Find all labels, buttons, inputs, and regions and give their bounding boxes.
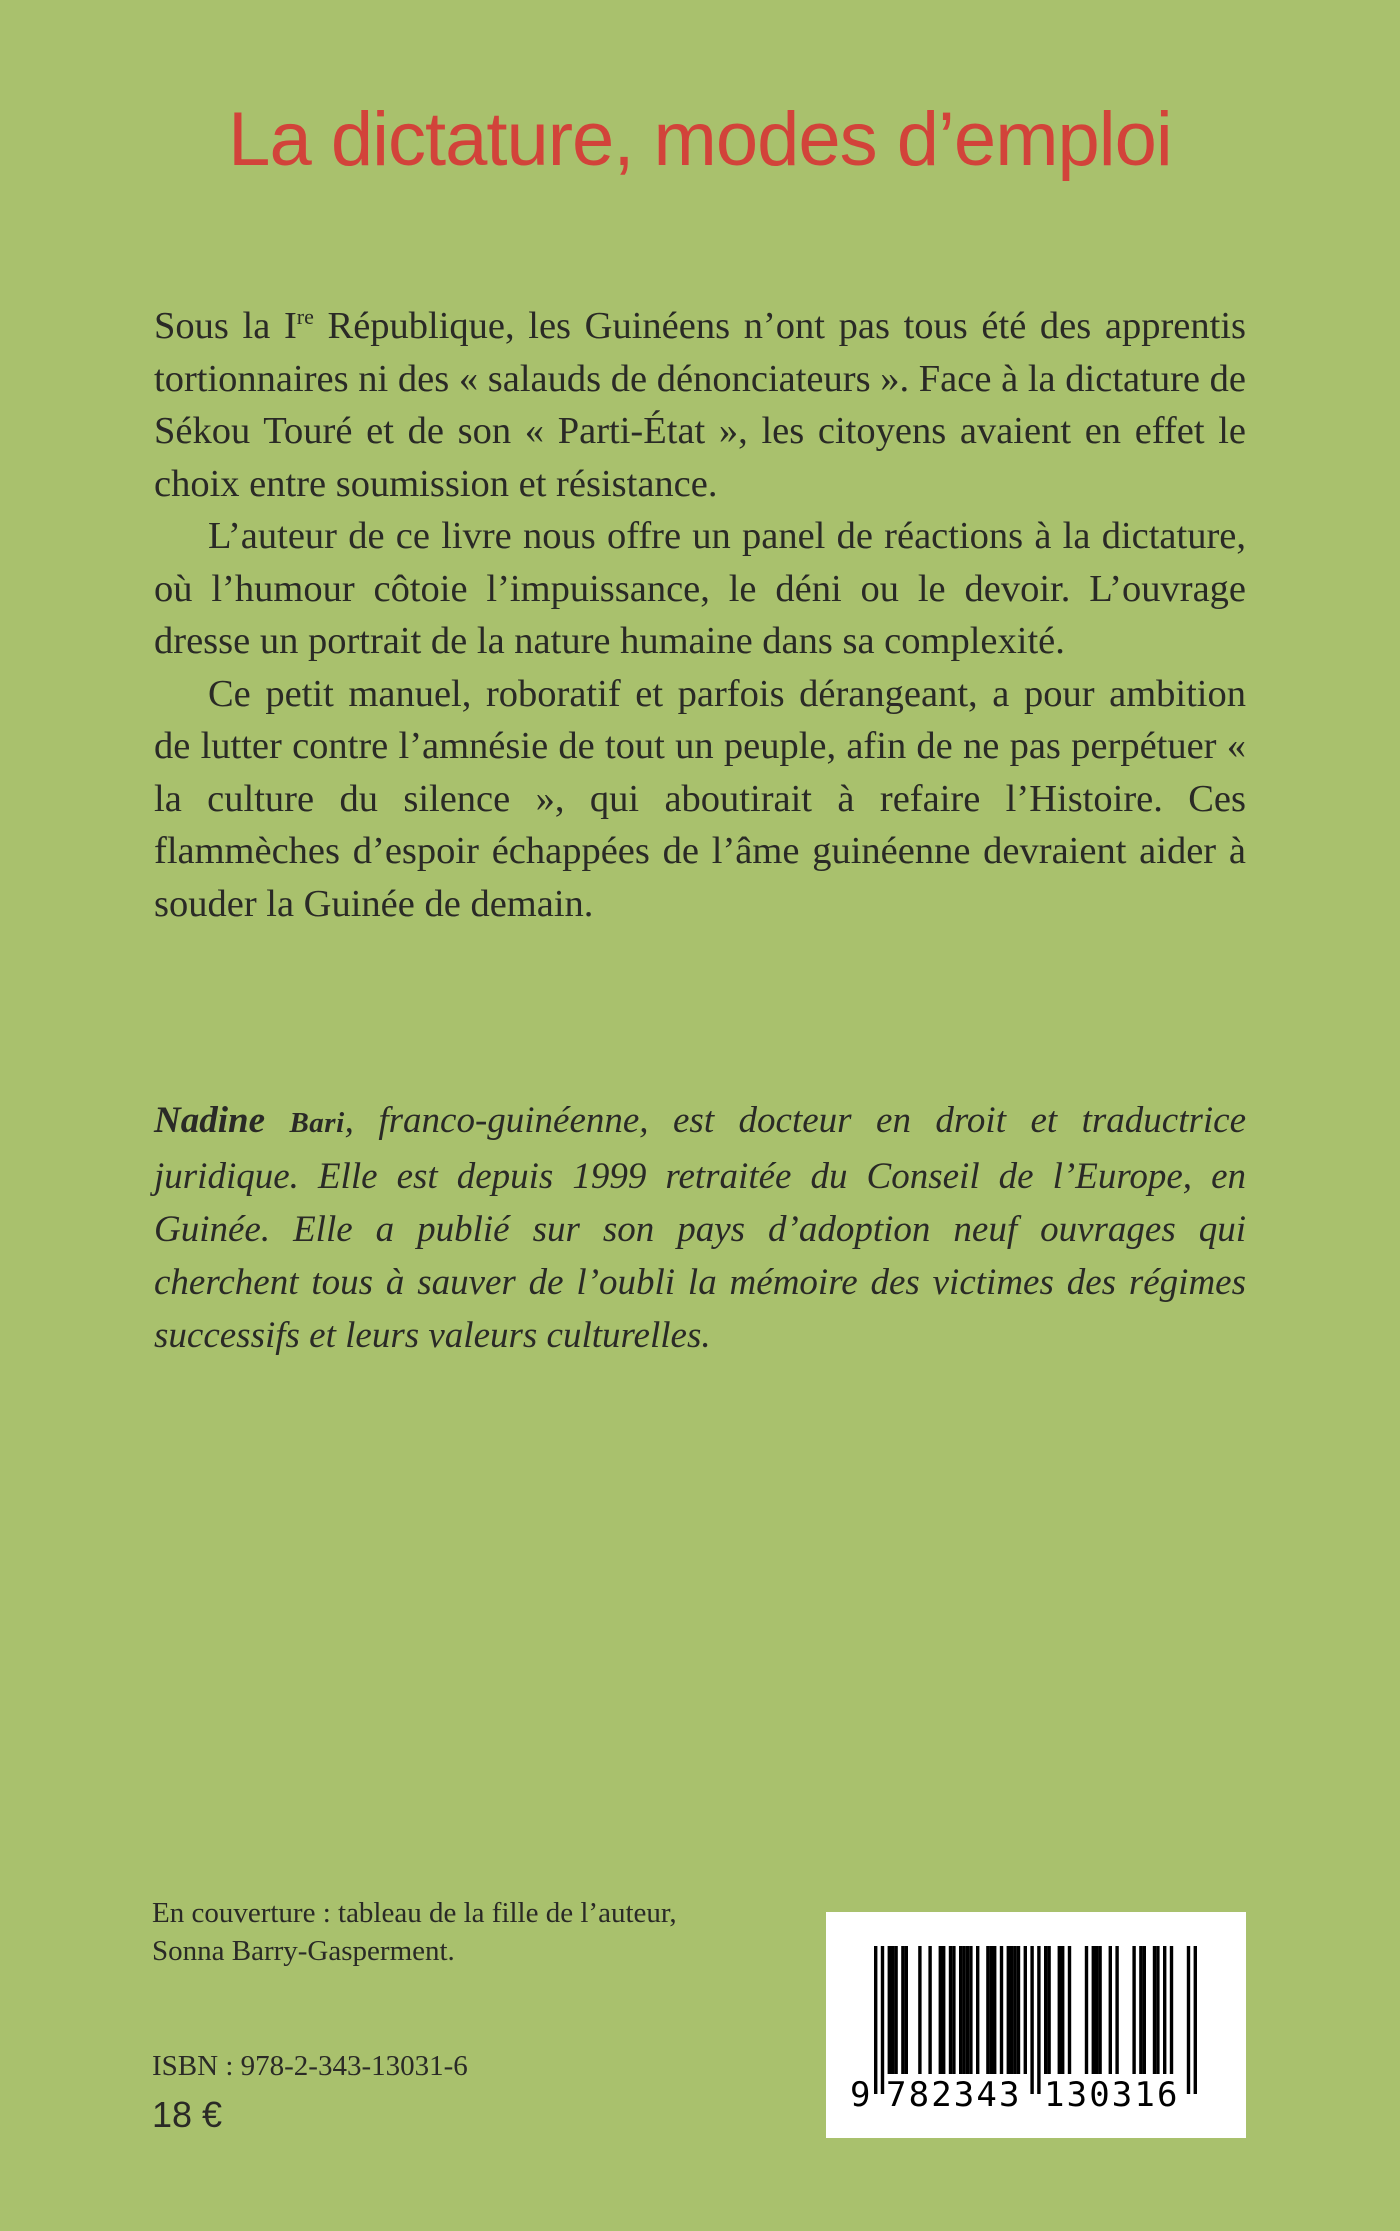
barcode-bar	[959, 1946, 962, 2074]
barcode-bar	[901, 1946, 904, 2074]
p1-superscript: re	[296, 304, 314, 329]
barcode-bar	[1058, 1946, 1061, 2074]
cover-credit	[152, 1894, 792, 1970]
barcode-bar	[993, 1946, 996, 2074]
barcode-bar	[990, 1946, 993, 2074]
description-paragraph-3: Ce petit manuel, roboratif et parfois dérangeant, a pour ambition de lutter contre l’amnésie de tout un peuple, afin de ne pas perpétuer « la culture du silence », qui aboutirait à refaire l’Histoire. Ces flammèches d’espoir échappées de l’âme guinéenne devraient aider à souder la Guinée de demain.	[154, 672, 1246, 925]
barcode-digit: 1	[1134, 2075, 1155, 2115]
barcode-bar	[1000, 1946, 1003, 2074]
barcode-bar	[1143, 1946, 1146, 2074]
author-bio	[154, 1094, 1246, 1362]
barcode-bar	[1085, 1946, 1088, 2074]
barcode-bar	[949, 1946, 952, 2074]
barcode-bar	[1139, 1946, 1142, 2074]
barcode-bar	[894, 1946, 897, 2074]
barcode-bar	[942, 1946, 945, 2074]
barcode-bar	[1068, 1946, 1071, 2074]
barcode-bar	[966, 1946, 969, 2074]
barcode-bar	[1030, 1946, 1033, 2094]
barcode-digit: 1	[1044, 2075, 1065, 2115]
barcode-bar	[1061, 1946, 1064, 2074]
description-paragraph-2: L’auteur de ce livre nous offre un panel de réactions à la dictature, où l’humour côtoie l’impuissance, le déni ou le devoir. L’ouvrage dresse un portrait de la nature humaine dans sa complexité.	[154, 515, 1246, 662]
barcode-bar	[1098, 1946, 1101, 2074]
barcode-bar	[1013, 1946, 1016, 2074]
barcode-bar	[891, 1946, 894, 2074]
price: 18 €	[152, 2094, 223, 2135]
barcode-bar	[888, 1946, 891, 2074]
barcode-digit: 8	[908, 2075, 930, 2115]
barcode-bar	[1044, 1946, 1047, 2074]
cover-credit-line-1: En couverture : tableau de la fille de l’auteur,	[152, 1897, 677, 1929]
description	[154, 300, 1246, 930]
barcode-bar	[1095, 1946, 1098, 2074]
barcode-digit: 2	[931, 2075, 952, 2115]
barcode-bar	[1007, 1946, 1010, 2074]
barcode-bar	[1047, 1946, 1050, 2074]
barcode-bar	[1092, 1946, 1095, 2074]
barcode-digit: 3	[953, 2075, 975, 2115]
barcode-bar	[1010, 1946, 1013, 2074]
barcode	[826, 1912, 1246, 2138]
isbn: ISBN : 978-2-343-13031-6	[152, 2050, 468, 2082]
barcode-bar	[1156, 1946, 1159, 2074]
barcode-bar	[1194, 1946, 1197, 2094]
barcode-bar	[1017, 1946, 1020, 2074]
p1-prefix: Sous la I	[154, 305, 297, 347]
barcode-graphic	[826, 1912, 1246, 2138]
barcode-digit: 3	[999, 2075, 1020, 2115]
barcode-bar	[1187, 1946, 1190, 2094]
barcode-digit: 3	[1111, 2075, 1133, 2115]
barcode-digit: 4	[976, 2075, 997, 2115]
barcode-bar	[1170, 1946, 1173, 2074]
barcode-bar	[986, 1946, 989, 2074]
barcode-bar	[881, 1946, 884, 2094]
barcode-bar	[1132, 1946, 1135, 2074]
author-last-name: Bari	[289, 1107, 345, 1139]
barcode-bar	[1153, 1946, 1156, 2074]
p1-rest: République, les Guinéens n’ont pas tous été des apprentis tortionnaires ni des « salauds de dénonciateurs ». Face à la dictature de Sékou Touré et de son « Parti-État », les citoyens avaient en effet le choix entre soumission et résistance.	[154, 305, 1246, 505]
author-bio-text: , franco-guinéenne, est docteur en droit et traductrice juridique. Elle est depuis 1999 retraitée du Conseil de l’Europe, en Guinée. Elle a publié sur son pays d’adoption neuf ouvrages qui cherchent tous à sauver de l’oubli la mémoire des victimes des régimes successifs et leurs valeurs culturelles.	[154, 1100, 1246, 1356]
barcode-digit: 6	[1157, 2075, 1178, 2115]
barcode-digit: 0	[1089, 2075, 1110, 2115]
barcode-bar	[1109, 1946, 1112, 2074]
barcode-bar	[874, 1946, 877, 2094]
barcode-digit-first: 9	[850, 2075, 871, 2115]
barcode-digit: 3	[1066, 2075, 1088, 2115]
barcode-bar	[928, 1946, 931, 2074]
barcode-bar	[962, 1946, 965, 2074]
book-title: La dictature, modes d’emploi	[228, 97, 1172, 182]
barcode-bar	[1163, 1946, 1166, 2074]
barcode-bar	[952, 1946, 955, 2074]
barcode-bar	[918, 1946, 921, 2074]
author-first-name: Nadine	[154, 1100, 290, 1141]
barcode-bar	[1037, 1946, 1040, 2094]
barcode-digit: 7	[886, 2075, 907, 2115]
barcode-bar	[969, 1946, 972, 2074]
barcode-bar	[939, 1946, 942, 2074]
barcode-bar	[976, 1946, 979, 2074]
barcode-bar	[1024, 1946, 1027, 2074]
cover-credit-line-2: Sonna Barry-Gasperment.	[152, 1935, 455, 1967]
description-paragraph-1	[154, 300, 1246, 510]
barcode-bar	[905, 1946, 908, 2074]
barcode-bar	[1115, 1946, 1118, 2074]
